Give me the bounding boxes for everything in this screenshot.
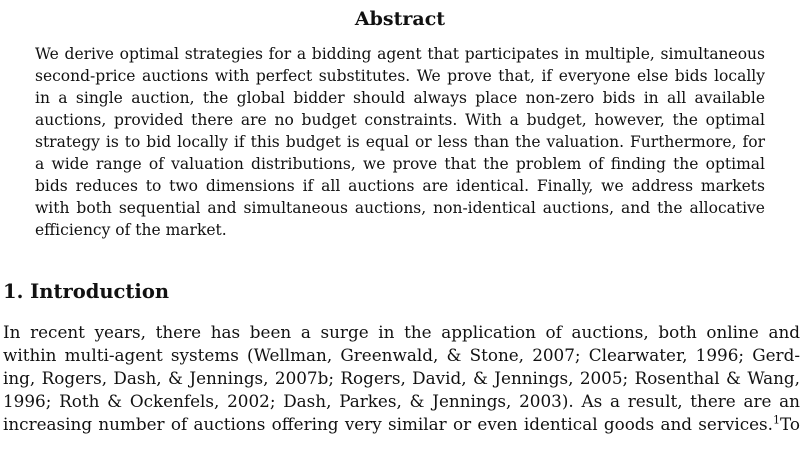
abstract-line: auctions, provided there are no budget constraints. With a budget, however, the optimal: [35, 111, 765, 129]
paragraph-line-with-footnote: [3, 413, 800, 436]
paragraph-line-text: increasing number of auctions offering very similar or even identical goods and services.: [3, 414, 773, 434]
abstract-title: Abstract: [354, 8, 446, 30]
introduction-body: [3, 321, 800, 436]
footnote-marker[interactable]: 1: [773, 413, 780, 427]
abstract-body: [35, 43, 765, 241]
abstract-line: bids reduces to two dimensions if all auctions are identical. Finally, we address markets: [35, 177, 765, 195]
abstract-line: strategy is to bid locally if this budget is equal or less than the valuation. Furthermore, for: [35, 133, 765, 151]
paragraph-line-tail: To: [780, 414, 800, 434]
abstract-line: a wide range of valuation distributions, we prove that the problem of finding the optimal: [35, 155, 765, 173]
section-heading-introduction: 1. Introduction: [3, 280, 170, 303]
abstract-line: with both sequential and simultaneous auctions, non-identical auctions, and the allocative: [35, 199, 765, 217]
abstract-line: efficiency of the market.: [35, 221, 227, 239]
abstract-line: in a single auction, the global bidder should always place non-zero bids in all available: [35, 89, 765, 107]
paragraph-line: ing, Rogers, Dash, & Jennings, 2007b; Rogers, David, & Jennings, 2005; Rosenthal & Wang,: [3, 368, 800, 388]
paragraph-line: 1996; Roth & Ockenfels, 2002; Dash, Parkes, & Jennings, 2003). As a result, there are an: [3, 391, 800, 411]
abstract-line: second-price auctions with perfect substitutes. We prove that, if everyone else bids locally: [35, 67, 765, 85]
paragraph-line: In recent years, there has been a surge in the application of auctions, both online and: [3, 322, 800, 342]
paragraph-line: within multi-agent systems (Wellman, Greenwald, & Stone, 2007; Clearwater, 1996; Gerd-: [3, 345, 800, 365]
abstract-line: We derive optimal strategies for a bidding agent that participates in multiple, simultaneous: [35, 45, 765, 63]
